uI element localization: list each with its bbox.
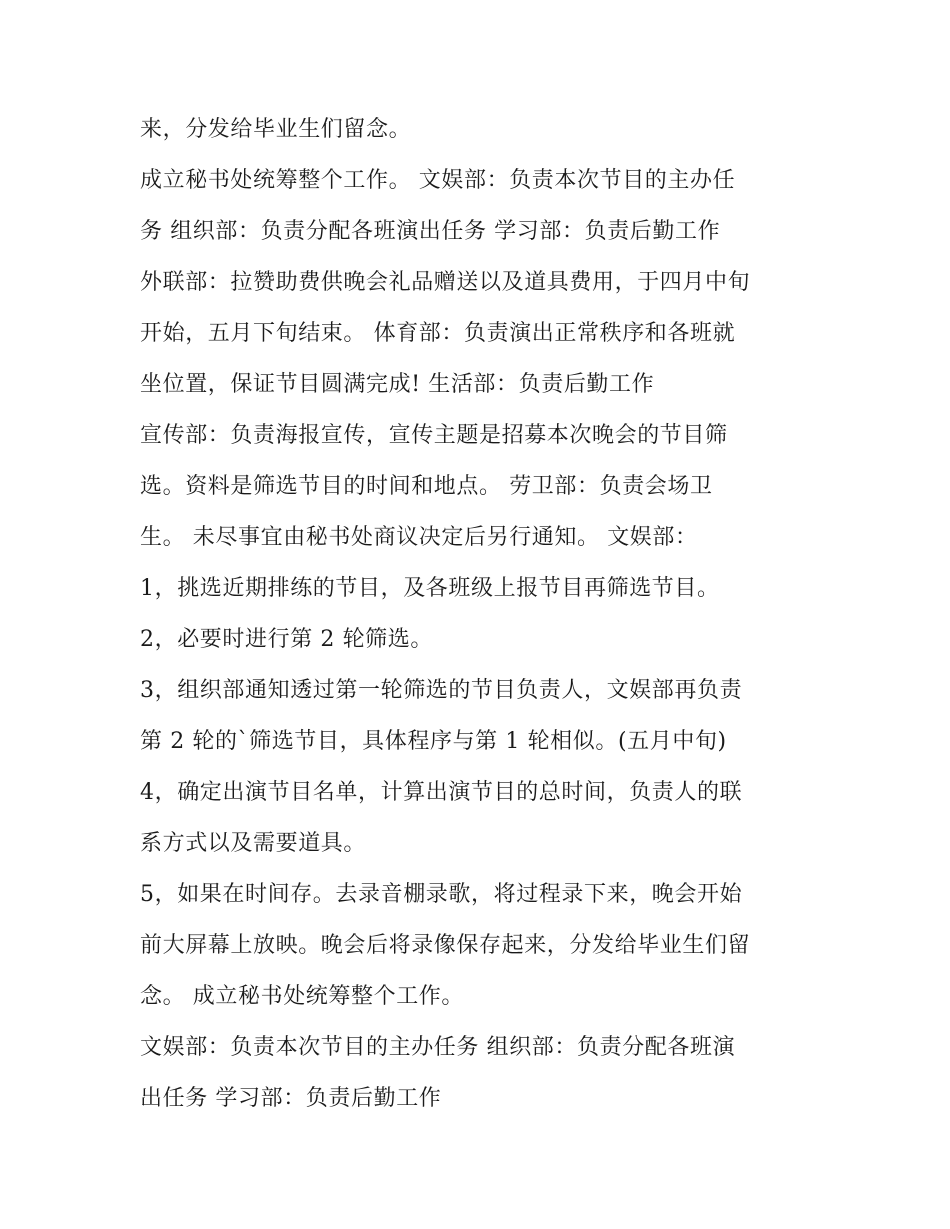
text-line: 外联部：拉赞助费供晚会礼品赠送以及道具费用，于四月中旬 [140,270,751,295]
text-line: 念。 成立秘书处统筹整个工作。 [140,984,464,1009]
text-line: 务 组织部：负责分配各班演出任务 学习部：负责后勤工作 [140,219,721,244]
text-line: 第 2 轮的`筛选节目，具体程序与第 1 轮相似。(五月中旬) [140,729,727,754]
text-line: 开始，五月下旬结束。 体育部：负责演出正常秩序和各班就 [140,321,736,346]
text-line: 生。 未尽事宜由秘书处商议决定后另行通知。 文娱部： [140,525,698,550]
text-line: 1，挑选近期排练的节目，及各班级上报节目再筛选节目。 [140,576,720,601]
text-line: 宣传部：负责海报宣传，宣传主题是招募本次晚会的节目筛 [140,423,728,448]
text-line: 4，确定出演节目名单，计算出演节目的总时间，负责人的联 [140,780,743,805]
text-line: 成立秘书处统筹整个工作。 文娱部：负责本次节目的主办任 [140,168,736,193]
text-line: 5，如果在时间存。去录音棚录歌，将过程录下来，晚会开始 [140,882,743,907]
text-line: 出任务 学习部：负责后勤工作 [140,1086,442,1111]
text-line: 3，组织部通知透过第一轮筛选的节目负责人，文娱部再负责 [140,678,743,703]
text-line: 2，必要时进行第 2 轮筛选。 [140,627,433,652]
text-line: 选。资料是筛选节目的时间和地点。 劳卫部：负责会场卫 [140,474,713,499]
text-line: 文娱部：负责本次节目的主办任务 组织部：负责分配各班演 [140,1035,736,1060]
text-line: 系方式以及需要道具。 [140,831,367,856]
text-line: 来，分发给毕业生们留念。 [140,117,412,142]
text-line: 前大屏幕上放映。晚会后将录像保存起来，分发给毕业生们留 [140,933,751,958]
text-line: 坐位置，保证节目圆满完成! 生活部：负责后勤工作 [140,372,655,397]
document-body [140,104,840,1124]
